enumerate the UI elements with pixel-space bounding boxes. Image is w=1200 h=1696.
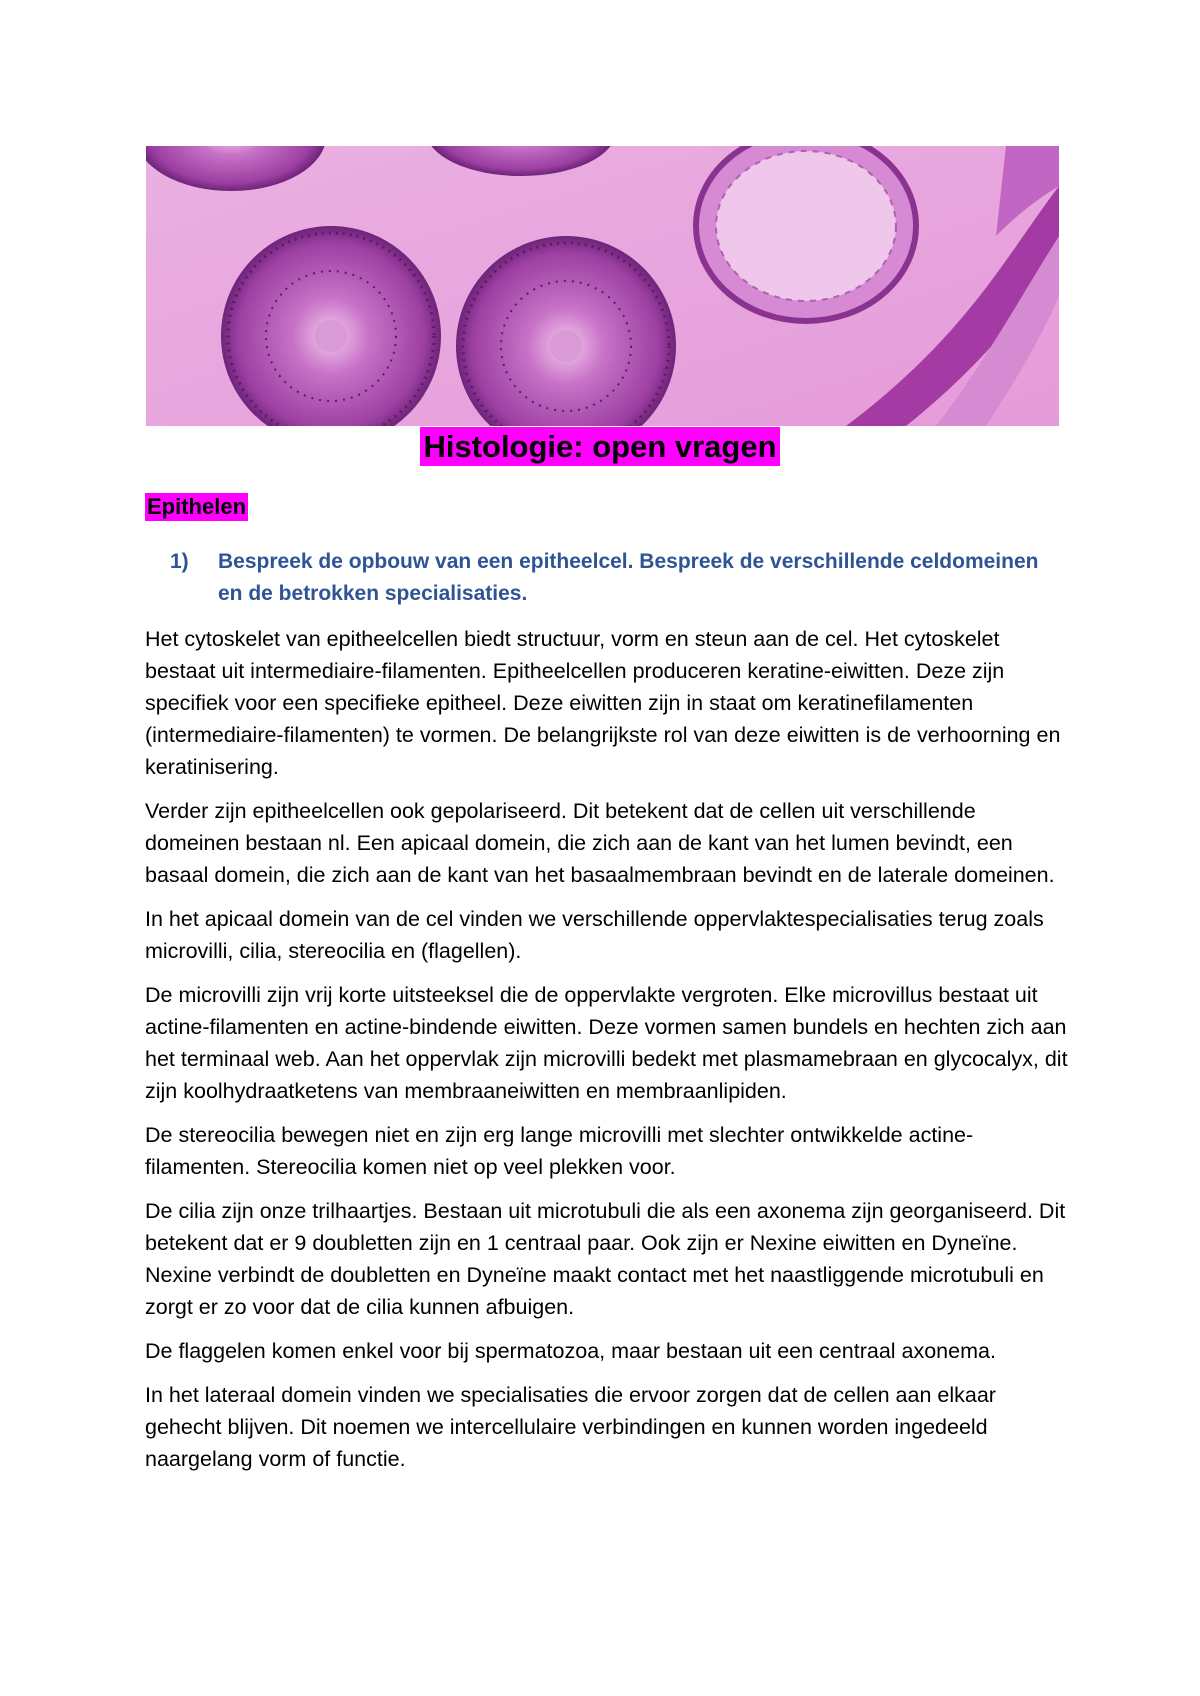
question-number: 1): [170, 550, 189, 573]
section-heading: Epithelen: [147, 494, 247, 519]
paragraph: Verder zijn epitheelcellen ook gepolariseerd. Dit betekent dat de cellen uit verschillende domeinen bestaan nl. Een apicaal domein, die zich aan de kant van het lumen bevindt, een basaal domein, die zich aan de kant van het basaalmembraan bevindt en de laterale domeinen.: [145, 799, 1055, 887]
document-title-text: Histologie: open vragen: [420, 427, 779, 466]
question-1: [170, 546, 1070, 610]
histology-banner-image: [146, 146, 1059, 426]
paragraph: De stereocilia bewegen niet en zijn erg lange microvilli met slechter ontwikkelde actine-filamenten. Stereocilia komen niet op veel plekken voor.: [145, 1123, 974, 1179]
histology-micrograph-icon: [146, 146, 1059, 426]
paragraph: Het cytoskelet van epitheelcellen biedt structuur, vorm en steun aan de cel. Het cytoskelet bestaat uit intermediaire-filamenten. Epitheelcellen produceren keratine-eiwitten. Deze zijn specifiek voor een specifieke epitheel. Deze eiwitten zijn in staat om keratinefilamenten (intermediaire-filamenten) te vormen. De belangrijkste rol van deze eiwitten is de verhoorning en keratinisering.: [145, 627, 1061, 779]
paragraph: De flaggelen komen enkel voor bij spermatozoa, maar bestaan uit een centraal axonema.: [145, 1339, 996, 1363]
answer-body: [145, 623, 1075, 1487]
question-text: Bespreek de opbouw van een epitheelcel. Bespreek de verschillende celdomeinen en de betrokken specialisaties.: [218, 550, 1039, 605]
paragraph: In het apicaal domein van de cel vinden we verschillende oppervlaktespecialisaties terug zoals microvilli, cilia, stereocilia en (flagellen).: [145, 907, 1044, 963]
paragraph: De cilia zijn onze trilhaartjes. Bestaan uit microtubuli die als een axonema zijn georganiseerd. Dit betekent dat er 9 doubletten zijn en 1 centraal paar. Ook zijn er Nexine eiwitten en Dyneïne. Nexine verbindt de doubletten en Dyneïne maakt contact met het naastliggende microtubuli en zorgt er zo voor dat de cilia kunnen afbuigen.: [145, 1199, 1066, 1319]
paragraph: In het lateraal domein vinden we specialisaties die ervoor zorgen dat de cellen aan elkaar gehecht blijven. Dit noemen we intercellulaire verbindingen en kunnen worden ingedeeld naargelang vorm of functie.: [145, 1383, 996, 1471]
paragraph: De microvilli zijn vrij korte uitsteeksel die de oppervlakte vergroten. Elke microvillus bestaat uit actine-filamenten en actine-bindende eiwitten. Deze vormen samen bundels en hechten zich aan het terminaal web. Aan het oppervlak zijn microvilli bedekt met plasmamebraan en glycocalyx, dit zijn koolhydraatketens van membraaneiwitten en membraanlipiden.: [145, 983, 1068, 1103]
document-title: [0, 429, 1200, 465]
